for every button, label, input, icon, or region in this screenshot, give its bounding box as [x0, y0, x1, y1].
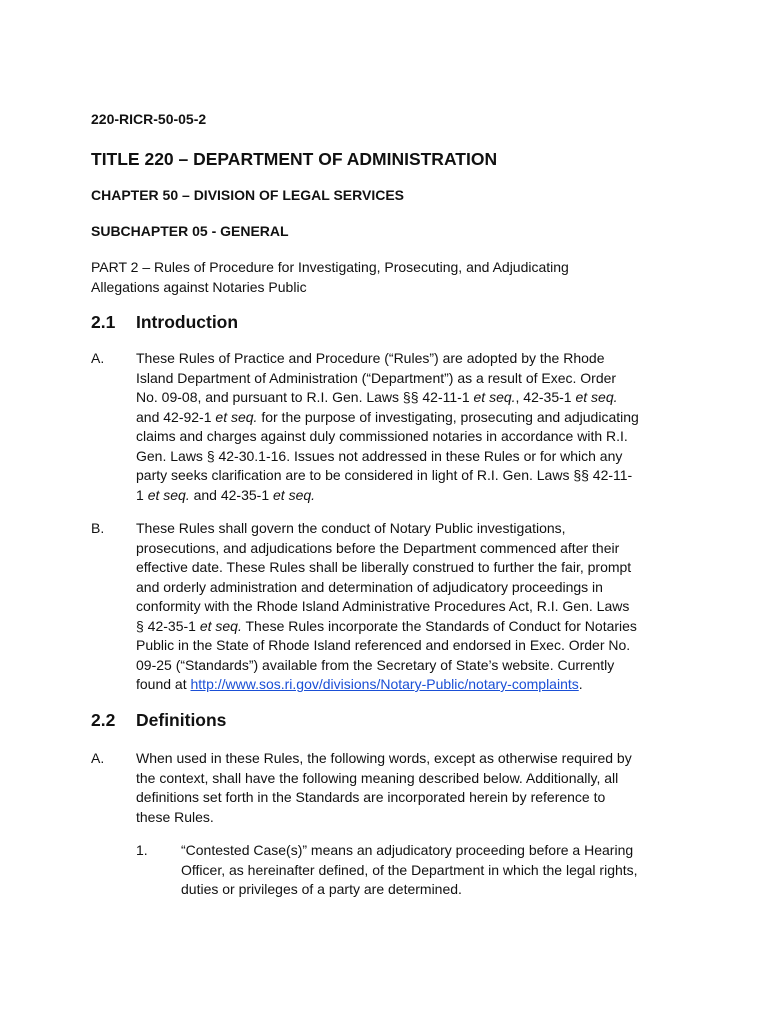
text-line: duties or privileges of a party are determined.	[181, 881, 462, 897]
text-line: 1 et seq. and 42-35-1 et seq.	[136, 486, 316, 503]
item-marker: 1.	[136, 842, 148, 858]
part-line: PART 2 – Rules of Procedure for Investigating, Prosecuting, and Adjudicating	[91, 259, 569, 275]
text-line: party seeks clarification are to be considered in light of R.I. Gen. Laws §§ 42-11-	[136, 467, 633, 483]
text-line: effective date. These Rules shall be liberally construed to further the fair, prompt	[136, 559, 632, 575]
text-line: and orderly administration and determination of adjudicatory proceedings in	[136, 578, 603, 595]
text-line: These Rules of Practice and Procedure (“Rules”) are adopted by the Rhode	[136, 350, 605, 366]
chapter-heading: CHAPTER 50 – DIVISION OF LEGAL SERVICES	[91, 187, 404, 203]
subchapter-heading: SUBCHAPTER 05 - GENERAL	[91, 223, 289, 239]
section-heading-definitions	[91, 710, 226, 731]
text-line: No. 09-08, and pursuant to R.I. Gen. Laws §§ 42-11-1 et seq., 42-35-1 et seq.	[136, 389, 618, 405]
section-heading-introduction	[91, 312, 238, 333]
paragraph-2-2-a	[91, 749, 691, 827]
paragraph-marker: A.	[91, 350, 105, 366]
paragraph-marker: A.	[91, 750, 105, 766]
part-line: Allegations against Notaries Public	[91, 278, 307, 295]
text-line: Gen. Laws § 42-30.1-16. Issues not addressed in these Rules or for which any	[136, 447, 623, 464]
paragraph-marker: B.	[91, 520, 105, 536]
text-line: “Contested Case(s)” means an adjudicatory proceeding before a Hearing	[181, 842, 634, 858]
notary-complaints-link[interactable]: http://www.sos.ri.gov/divisions/Notary-Public/notary-complaints	[190, 676, 579, 692]
text-line: and 42-92-1 et seq. for the purpose of investigating, prosecuting and adjudicating	[136, 408, 639, 425]
definition-item-1	[136, 841, 696, 900]
text-line: 09-25 (“Standards”) available from the Secretary of State’s website. Currently	[136, 656, 615, 673]
paragraph-2-1-a	[91, 349, 691, 505]
paragraph-2-1-b	[91, 519, 691, 695]
text-line: prosecutions, and adjudications before the Department commenced after their	[136, 539, 620, 556]
section-number: 2.1	[91, 312, 116, 332]
section-number: 2.2	[91, 710, 116, 730]
text-line: found at http://www.sos.ri.gov/divisions/Notary-Public/notary-complaints.	[136, 676, 583, 692]
document-title: TITLE 220 – DEPARTMENT OF ADMINISTRATION	[91, 149, 498, 169]
regulation-id: 220-RICR-50-05-2	[91, 111, 207, 127]
text-line: definitions set forth in the Standards are incorporated herein by reference to	[136, 789, 606, 805]
text-line: these Rules.	[136, 808, 214, 825]
text-line: Island Department of Administration (“Department”) as a result of Exec. Order	[136, 369, 617, 386]
text-line: conformity with the Rhode Island Administrative Procedures Act, R.I. Gen. Laws	[136, 598, 630, 614]
section-title: Definitions	[136, 710, 227, 730]
text-line: These Rules shall govern the conduct of Notary Public investigations,	[136, 520, 566, 536]
text-line: the context, shall have the following meaning described below. Additionally, all	[136, 769, 619, 786]
text-line: When used in these Rules, the following words, except as otherwise required by	[136, 750, 632, 766]
text-line: § 42-35-1 et seq. These Rules incorporate the Standards of Conduct for Notaries	[136, 617, 637, 634]
part-heading	[91, 258, 651, 297]
text-line: Public in the State of Rhode Island referenced and endorsed in Exec. Order No.	[136, 637, 631, 653]
section-title: Introduction	[136, 312, 239, 332]
text-line: Officer, as hereinafter defined, of the Department in which the legal rights,	[181, 861, 638, 878]
text-line: claims and charges against duly commissioned notaries in accordance with R.I.	[136, 428, 628, 444]
